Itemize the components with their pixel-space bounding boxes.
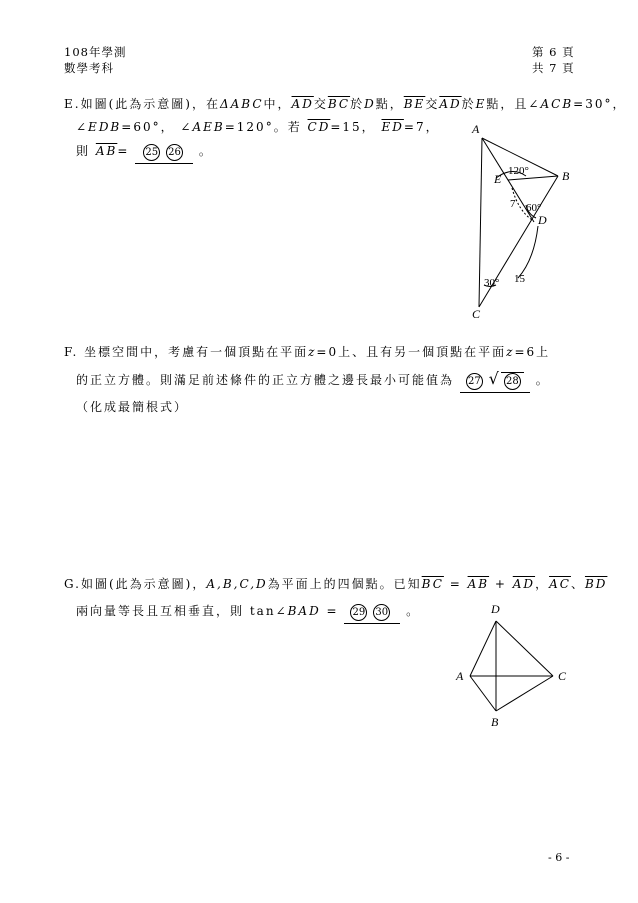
question-f-line2: 的正立方體。則滿足前述條件的正立方體之邊長最小可能值為 27 √ 28 。 bbox=[76, 369, 550, 393]
question-e-line1: E.如圖(此為示意圖)，在ΔABC中，$\overline{AD}$交$\overline{BC}$於D點，$\overline{BE}$交$\overline{AD}$於E點，且∠ACB=30°， bbox=[64, 97, 627, 111]
question-f-line1: F. 坐標空間中，考慮有一個頂點在平面z=0上、且有另一個頂點在平面z=6上 bbox=[64, 345, 551, 359]
answer-slot-28[interactable]: 28 bbox=[504, 373, 521, 390]
label-a: A bbox=[472, 122, 480, 136]
angle-30-label: 30° bbox=[484, 277, 500, 289]
label-c: C bbox=[472, 307, 481, 321]
footer-page-number: - 6 - bbox=[548, 851, 570, 864]
answer-slot-26[interactable]: 26 bbox=[166, 144, 183, 161]
page-number: 第 6 頁 bbox=[532, 45, 575, 59]
length-15-label: 15 bbox=[514, 273, 525, 285]
label-b: B bbox=[562, 169, 570, 183]
label-g-d: D bbox=[491, 602, 500, 616]
question-g-line1: G.如圖(此為示意圖)，A,B,C,D為平面上的四個點。已知$\overline{BC} = \overline{AB} + \overline{AD}$，$\overline{AC}$、$\overline{BD}$ bbox=[64, 577, 608, 591]
question-g-line2: 兩向量等長且互相垂直，則 tan∠BAD = 29 30 。 bbox=[76, 602, 420, 624]
length-7-label: 7 bbox=[510, 198, 516, 210]
label-d: D bbox=[538, 213, 547, 227]
question-e-line2: ∠EDB=60°， ∠AEB=120°。若 $\overline{CD}=15$， $\overline{ED}=7$， bbox=[76, 120, 440, 134]
answer-slot-29[interactable]: 29 bbox=[350, 604, 367, 621]
answer-slot-27[interactable]: 27 bbox=[466, 373, 483, 390]
answer-slot-25[interactable]: 25 bbox=[143, 144, 160, 161]
label-g-b: B bbox=[491, 715, 499, 729]
label-e: E bbox=[494, 172, 502, 186]
exam-year: 108年學測 bbox=[64, 45, 127, 59]
question-e-answer-line: 則 $\overline{AB}= 25$ 26 。 bbox=[76, 142, 213, 164]
question-f-note: （化成最簡根式） bbox=[76, 400, 189, 414]
answer-slot-30[interactable]: 30 bbox=[373, 604, 390, 621]
sqrt-sign: √ bbox=[488, 369, 501, 388]
angle-60-label: 60° bbox=[526, 202, 542, 214]
subject-name: 數學考科 bbox=[64, 61, 114, 75]
label-g-a: A bbox=[456, 669, 464, 683]
label-g-c: C bbox=[558, 669, 567, 683]
page-total: 共 7 頁 bbox=[532, 61, 575, 75]
angle-120-label: 120° bbox=[508, 165, 529, 177]
